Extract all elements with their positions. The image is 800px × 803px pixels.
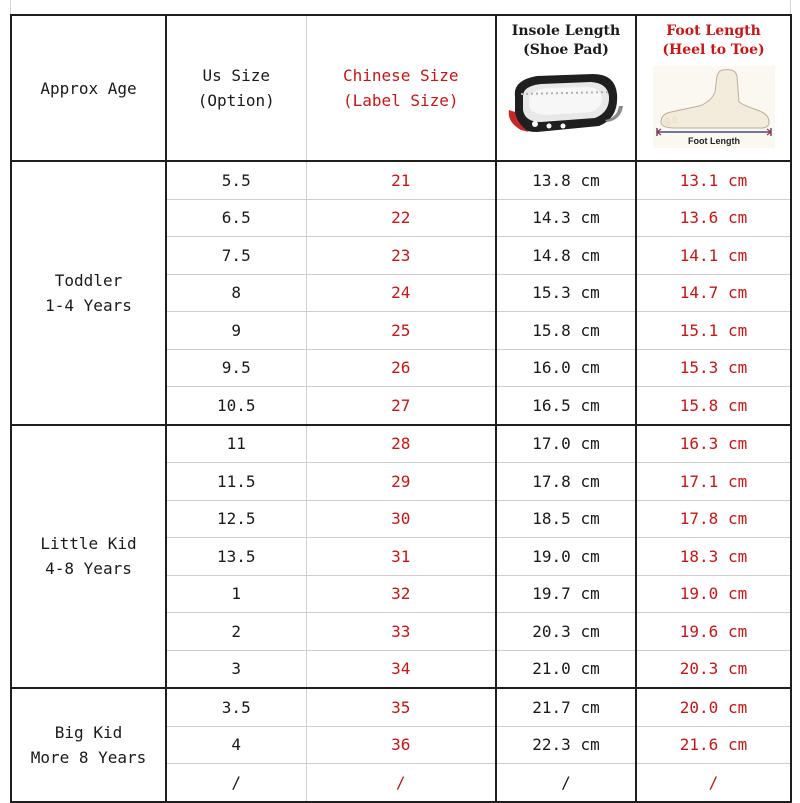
us-size-cell: 11: [166, 425, 306, 463]
us-size-cell: /: [166, 764, 306, 802]
header-chinese-size-line2: (Label Size): [342, 91, 459, 110]
age-group-cell: [11, 425, 166, 689]
us-size-cell: 5.5: [166, 161, 306, 199]
chinese-size-cell: 27: [306, 387, 496, 425]
chinese-size-cell: /: [306, 764, 496, 802]
age-group-cell: [11, 161, 166, 425]
insole-length-cell: 15.3 cm: [496, 274, 636, 312]
us-size-cell: 7.5: [166, 237, 306, 275]
foot-length-cell: 16.3 cm: [636, 425, 791, 463]
insole-length-cell: 13.8 cm: [496, 161, 636, 199]
us-size-cell: 13.5: [166, 538, 306, 576]
age-group-cell: [11, 688, 166, 802]
header-approx-age: [11, 15, 166, 161]
us-size-cell: 3: [166, 650, 306, 688]
age-group-label-line2: More 8 Years: [30, 747, 147, 767]
us-size-cell: 11.5: [166, 463, 306, 501]
header-foot-length: [636, 15, 791, 161]
us-size-cell: 2: [166, 613, 306, 651]
table-row: [11, 161, 791, 199]
chinese-size-cell: 21: [306, 161, 496, 199]
age-group-label-line2: 4-8 Years: [45, 559, 132, 579]
insole-length-cell: 21.7 cm: [496, 688, 636, 726]
chinese-size-cell: 32: [306, 575, 496, 613]
table-row: [11, 425, 791, 463]
foot-length-cell: 20.0 cm: [636, 688, 791, 726]
us-size-cell: 3.5: [166, 688, 306, 726]
insole-length-cell: /: [496, 764, 636, 802]
us-size-cell: 4: [166, 726, 306, 764]
us-size-cell: 9: [166, 312, 306, 350]
table-body: [11, 161, 791, 802]
foot-length-cell: 18.3 cm: [636, 538, 791, 576]
insole-length-cell: 20.3 cm: [496, 613, 636, 651]
chinese-size-cell: 22: [306, 199, 496, 237]
foot-length-cell: 13.1 cm: [636, 161, 791, 199]
insole-length-cell: 19.7 cm: [496, 575, 636, 613]
header-foot-line2: (Heel to Toe): [662, 42, 765, 58]
header-us-size: [166, 15, 306, 161]
insole-length-cell: 17.8 cm: [496, 463, 636, 501]
foot-length-cell: 15.1 cm: [636, 312, 791, 350]
foot-length-cell: 19.6 cm: [636, 613, 791, 651]
age-group-label-line1: Little Kid: [40, 534, 137, 554]
foot-length-cell: 17.8 cm: [636, 500, 791, 538]
foot-length-cell: 21.6 cm: [636, 726, 791, 764]
chinese-size-cell: 34: [306, 650, 496, 688]
foot-length-cell: 13.6 cm: [636, 199, 791, 237]
header-us-size-line2: (Option): [197, 91, 275, 110]
chinese-size-cell: 28: [306, 425, 496, 463]
foot-length-cell: 15.8 cm: [636, 387, 791, 425]
us-size-cell: 1: [166, 575, 306, 613]
us-size-cell: 6.5: [166, 199, 306, 237]
age-group-label-line1: Big Kid: [54, 722, 123, 742]
table-row: [11, 688, 791, 726]
shoe-insole-icon: [507, 66, 625, 144]
insole-length-cell: 17.0 cm: [496, 425, 636, 463]
chinese-size-cell: 29: [306, 463, 496, 501]
us-size-cell: 12.5: [166, 500, 306, 538]
header-us-size-line1: Us Size: [202, 66, 270, 85]
header-approx-age-label: Approx Age: [40, 78, 137, 98]
foot-length-cell: 14.7 cm: [636, 274, 791, 312]
header-row: [11, 15, 791, 161]
foot-length-cell: 15.3 cm: [636, 349, 791, 387]
foot-length-cell: 17.1 cm: [636, 463, 791, 501]
header-insole-length: [496, 15, 636, 161]
header-chinese-size-line1: Chinese Size: [342, 66, 459, 85]
insole-length-cell: 21.0 cm: [496, 650, 636, 688]
foot-length-cell: 20.3 cm: [636, 650, 791, 688]
us-size-cell: 8: [166, 274, 306, 312]
insole-length-cell: 16.5 cm: [496, 387, 636, 425]
insole-length-cell: 19.0 cm: [496, 538, 636, 576]
chinese-size-cell: 23: [306, 237, 496, 275]
insole-length-cell: 14.8 cm: [496, 237, 636, 275]
chinese-size-cell: 30: [306, 500, 496, 538]
header-foot-line1: Foot Length: [666, 23, 761, 39]
size-table: [10, 14, 792, 803]
chinese-size-cell: 36: [306, 726, 496, 764]
header-chinese-size: [306, 15, 496, 161]
foot-length-cell: /: [636, 764, 791, 802]
header-insole-line1: Insole Length: [511, 23, 621, 39]
chinese-size-cell: 33: [306, 613, 496, 651]
insole-length-cell: 15.8 cm: [496, 312, 636, 350]
chinese-size-cell: 24: [306, 274, 496, 312]
header-insole-line2: (Shoe Pad): [523, 42, 609, 58]
age-group-label-line1: Toddler: [54, 270, 123, 290]
foot-outline-icon: [653, 66, 775, 148]
foot-length-cell: 19.0 cm: [636, 575, 791, 613]
chinese-size-cell: 25: [306, 312, 496, 350]
insole-length-cell: 16.0 cm: [496, 349, 636, 387]
foot-length-cell: 14.1 cm: [636, 237, 791, 275]
chinese-size-cell: 31: [306, 538, 496, 576]
us-size-cell: 10.5: [166, 387, 306, 425]
insole-length-cell: 18.5 cm: [496, 500, 636, 538]
foot-length-caption: Foot Length: [687, 136, 740, 146]
insole-length-cell: 14.3 cm: [496, 199, 636, 237]
age-group-label-line2: 1-4 Years: [45, 295, 132, 315]
us-size-cell: 9.5: [166, 349, 306, 387]
insole-length-cell: 22.3 cm: [496, 726, 636, 764]
chinese-size-cell: 26: [306, 349, 496, 387]
chinese-size-cell: 35: [306, 688, 496, 726]
